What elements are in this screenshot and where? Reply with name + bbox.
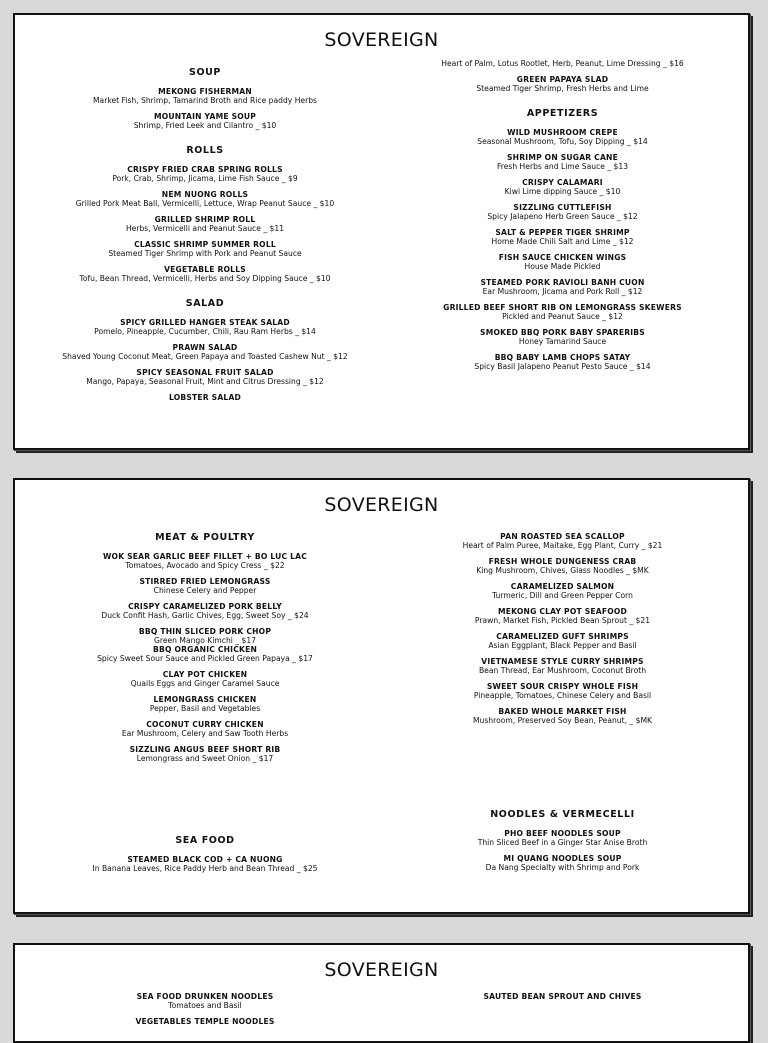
item-description: Pickled and Peanut Sauce _ $12 [502, 312, 623, 321]
item-name: MEKONG FISHERMAN [158, 87, 252, 96]
item-name: NEM NUONG ROLLS [161, 190, 249, 199]
section-heading: SEA FOOD [175, 835, 235, 846]
item-name: BBQ ORGANIC CHICKEN [152, 645, 258, 654]
item-name: SPICY SEASONAL FRUIT SALAD [136, 368, 274, 377]
menu-item [385, 253, 740, 271]
menu-item [385, 829, 740, 847]
item-name: STEAMED BLACK COD + CA NUONG [127, 855, 283, 864]
menu-item [40, 215, 370, 233]
menu-item [385, 203, 740, 221]
item-name: SMOKED BBQ PORK BABY SPARERIBS [480, 328, 645, 337]
menu-item [385, 582, 740, 600]
item-description: Grilled Pork Meat Ball, Vermicelli, Lettuce, Wrap Peanut Sauce _ $10 [75, 199, 335, 208]
item-description: Steamed Tiger Shrimp with Pork and Peanut Sauce [108, 249, 302, 258]
item-name: SPICY GRILLED HANGER STEAK SALAD [120, 318, 290, 327]
right-column [385, 992, 740, 1008]
menu-item [385, 854, 740, 872]
item-description: Shrimp, Fried Leek and Cilantro _ $10 [133, 121, 277, 130]
menu-item [40, 368, 370, 386]
item-name: PRAWN SALAD [172, 343, 238, 352]
item-name: COCONUT CURRY CHICKEN [146, 720, 264, 729]
menu-item [385, 228, 740, 246]
item-description: Shaved Young Coconut Meat, Green Papaya and Toasted Cashew Nut _ $12 [62, 352, 348, 361]
item-description: Seasonal Mushroom, Tofu, Soy Dipping _ $14 [477, 137, 648, 146]
item-name: BBQ BABY LAMB CHOPS SATAY [494, 353, 631, 362]
item-name: WOK SEAR GARLIC BEEF FILLET + BO LUC LAC [102, 552, 308, 561]
menu-item [385, 607, 740, 625]
item-name: GRILLED SHRIMP ROLL [154, 215, 256, 224]
menu-page-3 [13, 943, 750, 1043]
left-column [40, 992, 370, 1033]
item-name: STEAMED PORK RAVIOLI BANH CUON [480, 278, 645, 287]
item-description: Spicy Sweet Sour Sauce and Pickled Green Papaya _ $17 [97, 654, 313, 663]
item-name: SIZZLING ANGUS BEEF SHORT RIB [129, 745, 281, 754]
menu-item [40, 992, 370, 1010]
menu-item [40, 695, 370, 713]
menu-item [40, 855, 370, 873]
menu-item [40, 265, 370, 283]
item-description: In Banana Leaves, Rice Paddy Herb and Bean Thread _ $25 [92, 864, 318, 873]
item-name: CRISPY CARAMELIZED PORK BELLY [128, 602, 282, 611]
section-heading: MEAT & POULTRY [155, 532, 255, 543]
menu-item [385, 657, 740, 675]
menu-item [385, 682, 740, 700]
left-column [40, 524, 370, 880]
menu-item [385, 153, 740, 171]
page-title: SOVEREIGN [324, 959, 439, 981]
menu-page-2 [13, 478, 750, 914]
item-description: Quails Eggs and Ginger Caramel Sauce [130, 679, 280, 688]
menu-item [385, 557, 740, 575]
item-description: Spicy Basil Jalapeno Peanut Pesto Sauce _ $14 [474, 362, 651, 371]
menu-item [40, 1017, 370, 1026]
menu-item [40, 745, 370, 763]
item-name: SAUTED BEAN SPROUT AND CHIVES [483, 992, 642, 1001]
item-name: MEKONG CLAY POT SEAFOOD [497, 607, 628, 616]
item-name: LOBSTER SALAD [168, 393, 242, 402]
item-description: Heart of Palm Puree, Maitake, Egg Plant, Curry _ $21 [462, 541, 663, 550]
item-description: Pomelo, Pineapple, Cucumber, Chili, Rau Ram Herbs _ $14 [94, 327, 316, 336]
section-spacer [385, 732, 740, 794]
section-spacer [40, 770, 370, 820]
item-description: Steamed Tiger Shrimp, Fresh Herbs and Lime [476, 84, 649, 93]
section-heading: NOODLES & VERMECELLI [490, 809, 635, 820]
item-description: Pineapple, Tomatoes, Chinese Celery and Basil [473, 691, 652, 700]
right-column [385, 59, 740, 378]
page-title: SOVEREIGN [324, 494, 439, 516]
item-name: BBQ THIN SLICED PORK CHOP [138, 627, 272, 636]
item-description: Da Nang Specialty with Shrimp and Pork [485, 863, 640, 872]
item-name: GRILLED BEEF SHORT RIB ON LEMONGRASS SKEWERS [443, 303, 682, 312]
item-description: Pork, Crab, Shrimp, Jicama, Lime Fish Sauce _ $9 [112, 174, 298, 183]
item-name: STIRRED FRIED LEMONGRASS [139, 577, 271, 586]
item-description: Duck Confit Hash, Garlic Chives, Egg, Sweet Soy _ $24 [101, 611, 309, 620]
right-column [385, 532, 740, 879]
menu-item [40, 190, 370, 208]
item-name: WILD MUSHROOM CREPE [507, 128, 618, 137]
menu-item [385, 303, 740, 321]
item-description: Chinese Celery and Pepper [153, 586, 257, 595]
menu-item [40, 627, 370, 645]
item-name: VEGETABLES TEMPLE NOODLES [135, 1017, 275, 1026]
menu-item [40, 720, 370, 738]
menu-item [40, 343, 370, 361]
item-description: House Made Pickled [524, 262, 601, 271]
item-description: Tomatoes and Basil [168, 1001, 242, 1010]
item-name: BAKED WHOLE MARKET FISH [498, 707, 627, 716]
menu-item [40, 645, 370, 663]
item-name: FRESH WHOLE DUNGENESS CRAB [488, 557, 637, 566]
menu-item [385, 532, 740, 550]
item-description: Heart of Palm, Lotus Rootlet, Herb, Peanut, Lime Dressing _ $16 [441, 59, 684, 68]
menu-item [385, 707, 740, 725]
item-description: Ear Mushroom, Jicama and Pork Roll _ $12 [482, 287, 643, 296]
menu-item [40, 240, 370, 258]
section-heading: SOUP [189, 67, 221, 78]
section-heading: APPETIZERS [526, 108, 599, 119]
item-name: CRISPY FRIED CRAB SPRING ROLLS [127, 165, 283, 174]
item-description: King Mushroom, Chives, Glass Noodles _ $MK [476, 566, 649, 575]
menu-item [40, 112, 370, 130]
section-heading: SALAD [185, 298, 225, 309]
menu-item [385, 178, 740, 196]
item-description: Ear Mushroom, Celery and Saw Tooth Herbs [121, 729, 289, 738]
item-name: CLAY POT CHICKEN [162, 670, 248, 679]
menu-item [385, 632, 740, 650]
item-description: Pepper, Basil and Vegetables [149, 704, 261, 713]
item-description: Herbs, Vermicelli and Peanut Sauce _ $11 [125, 224, 285, 233]
item-description: Turmeric, Dill and Green Pepper Corn [492, 591, 633, 600]
page-title: SOVEREIGN [324, 29, 439, 51]
item-name: CARAMELIZED GUFT SHRIMPS [496, 632, 629, 641]
item-description: Spicy Jalapeno Herb Green Sauce _ $12 [487, 212, 638, 221]
item-name: SEA FOOD DRUNKEN NOODLES [136, 992, 274, 1001]
item-description: Mushroom, Preserved Soy Bean, Peanut, _ $MK [472, 716, 653, 725]
item-description: Fresh Herbs and Lime Sauce _ $13 [496, 162, 629, 171]
item-name: MOUNTAIN YAME SOUP [153, 112, 257, 121]
item-name: GREEN PAPAYA SLAD [516, 75, 609, 84]
item-name: SWEET SOUR CRISPY WHOLE FISH [486, 682, 639, 691]
item-name: SHRIMP ON SUGAR CANE [507, 153, 618, 162]
item-description: Tomatoes, Avocado and Spicy Cress _ $22 [125, 561, 285, 570]
menu-page-1 [13, 13, 750, 450]
item-name: CARAMELIZED SALMON [510, 582, 615, 591]
item-name: SALT & PEPPER TIGER SHRIMP [495, 228, 630, 237]
item-name: MI QUANG NOODLES SOUP [503, 854, 622, 863]
menu-item [385, 278, 740, 296]
menu-item [40, 318, 370, 336]
menu-item [385, 59, 740, 68]
menu-item [40, 165, 370, 183]
menu-item [40, 670, 370, 688]
item-description: Market Fish, Shrimp, Tamarind Broth and Rice paddy Herbs [93, 96, 317, 105]
menu-item [385, 992, 740, 1001]
menu-item [40, 602, 370, 620]
menu-item [385, 128, 740, 146]
item-name: SIZZLING CUTTLEFISH [513, 203, 612, 212]
item-description: Prawn, Market Fish, Pickled Bean Sprout _ $21 [474, 616, 651, 625]
item-name: PAN ROASTED SEA SCALLOP [500, 532, 625, 541]
item-name: PHO BEEF NOODLES SOUP [504, 829, 621, 838]
item-description: Lemongrass and Sweet Onion _ $17 [136, 754, 274, 763]
menu-item [385, 75, 740, 93]
item-name: LEMONGRASS CHICKEN [153, 695, 257, 704]
left-column [40, 59, 370, 409]
menu-item [40, 87, 370, 105]
item-description: Thin Sliced Beef in a Ginger Star Anise Broth [477, 838, 648, 847]
item-name: CLASSIC SHRIMP SUMMER ROLL [134, 240, 276, 249]
menu-item [40, 393, 370, 402]
menu-item [40, 552, 370, 570]
item-description: Home Made Chili Salt and Lime _ $12 [491, 237, 634, 246]
item-description: Green Mango Kimchi _ $17 [153, 636, 256, 645]
item-description: Tofu, Bean Thread, Vermicelli, Herbs and Soy Dipping Sauce _ $10 [79, 274, 331, 283]
item-description: Mango, Papaya, Seasonal Fruit, Mint and Citrus Dressing _ $12 [86, 377, 324, 386]
item-description: Bean Thread, Ear Mushroom, Coconut Broth [478, 666, 647, 675]
item-name: VEGETABLE ROLLS [164, 265, 246, 274]
item-description: Asian Eggplant, Black Pepper and Basil [488, 641, 637, 650]
menu-item [385, 328, 740, 346]
section-heading: ROLLS [186, 145, 224, 156]
item-description: Honey Tamarind Sauce [518, 337, 607, 346]
menu-item [40, 577, 370, 595]
item-name: FISH SAUCE CHICKEN WINGS [498, 253, 627, 262]
item-description: Kiwi Lime dipping Sauce _ $10 [504, 187, 621, 196]
menu-item [385, 353, 740, 371]
item-name: CRISPY CALAMARI [522, 178, 603, 187]
item-name: VIETNAMESE STYLE CURRY SHRIMPS [481, 657, 644, 666]
